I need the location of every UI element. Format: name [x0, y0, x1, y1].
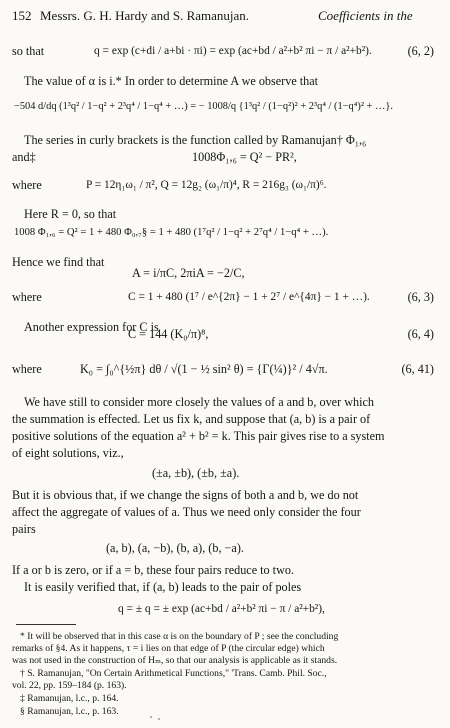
page-number: 152 — [12, 8, 32, 23]
footnote-1-cont: remarks of §4. As it happens, τ = i lies on that edge of P (the circular edge) which — [12, 643, 325, 654]
paragraph-line: We have still to consider more closely the values of a and b, over which — [24, 395, 374, 409]
paragraph-line: positive solutions of the equation a² + b² = k. This pair gives rise to a system — [12, 429, 385, 443]
paragraph-line: The value of α is i.* In order to determine A we observe that — [24, 74, 319, 88]
equation-6-41: K₀ = ∫₀^{½π} dθ / √(1 − ½ sin² θ) = {Γ(¼)}² / 4√π. — [80, 362, 328, 376]
paragraph-line: pairs — [12, 522, 36, 536]
footnote-2-cont: vol. 22, pp. 159–184 (p. 163). — [12, 680, 127, 691]
text-where: where — [12, 290, 42, 304]
paragraph-line: If a or b is zero, or if a = b, these four pairs reduce to two. — [12, 563, 295, 577]
equation-number-6-41: (6, 41) — [401, 362, 434, 376]
text-where: where — [12, 362, 42, 376]
footnote-3: ‡ Ramanujan, l.c., p. 164. — [20, 693, 119, 704]
footnote-4: § Ramanujan, l.c., p. 163. — [20, 706, 119, 717]
equation-number-6-3: (6, 3) — [407, 290, 434, 304]
equation-eight-solutions: (±a, ±b), (±b, ±a). — [152, 466, 240, 480]
text-and: and‡ — [12, 150, 36, 164]
equation-poles: q = ± q = ± exp (ac+bd / a²+b² πi − π / a²+b²), — [118, 603, 325, 615]
paragraph-line: The series in curly brackets is the function called by Ramanujan† Φ₁,₆ — [24, 133, 367, 147]
scan-speck — [150, 716, 152, 718]
equation-6-2: q = exp (c+di / a+bi · πi) = exp (ac+bd / a²+b² πi − π / a²+b²). — [94, 45, 372, 57]
equation-derivative: −504 d/dq (1³q² / 1−q² + 2³q⁴ / 1−q⁴ + …) = − 1008/q {1³q² / (1−q²)² + 2³q⁴ / (1−q⁴)² + …}. — [14, 101, 393, 112]
equation-a: A = i/πC, 2πiA = −2/C, — [132, 266, 245, 280]
equation-q-squared: 1008 Φ₁,₆ = Q² = 1 + 480 Φ₀,₇§ = 1 + 480 (1⁷q² / 1−q² + 2⁷q⁴ / 1−q⁴ + …). — [14, 227, 329, 238]
text-where: where — [12, 178, 42, 192]
running-authors: Messrs. G. H. Hardy and S. Ramanujan. — [40, 8, 250, 23]
footnote-1: * It will be observed that in this case α is on the boundary of P ; see the concluding — [20, 631, 339, 642]
paragraph-line: Here R = 0, so that — [24, 207, 117, 221]
running-title: Coefficients in the — [318, 8, 413, 23]
footnote-rule — [16, 624, 76, 625]
paragraph-line: Another expression for C is — [24, 320, 159, 334]
footnote-2: † S. Ramanujan, "On Certain Arithmetical Functions," 'Trans. Camb. Phil. Soc., — [20, 668, 327, 679]
equation-6-4: C = 144 (K₀/π)⁸, — [128, 327, 209, 341]
paragraph-line: the summation is effected. Let us fix k, and suppose that (a, b) is a pair of — [12, 412, 371, 426]
equation-number-6-4: (6, 4) — [407, 327, 434, 341]
paragraph-line: of eight solutions, viz., — [12, 446, 124, 460]
equation-pqr: P = 12η₁ω₁ / π², Q = 12g₂ (ω₁/π)⁴, R = 216g₃ (ω₁/π)⁶. — [86, 179, 327, 191]
paragraph-line: affect the aggregate of values of a. Thus we need only consider the four — [12, 505, 361, 519]
text-so-that: so that — [12, 44, 45, 58]
equation-phi: 1008Φ₁,₆ = Q² − PR², — [192, 150, 297, 164]
footnote-1-cont: was not used in the construction of Hₘ, so that our analysis is applicable as it stands. — [12, 655, 338, 666]
equation-four-pairs: (a, b), (a, −b), (b, a), (b, −a). — [106, 541, 244, 555]
scan-speck — [158, 718, 160, 720]
paragraph-line: It is easily verified that, if (a, b) leads to the pair of poles — [24, 580, 302, 594]
paragraph-line: But it is obvious that, if we change the signs of both a and b, we do not — [12, 488, 359, 502]
paragraph-line: Hence we find that — [12, 255, 105, 269]
equation-6-3: C = 1 + 480 (1⁷ / e^{2π} − 1 + 2⁷ / e^{4π} − 1 + …). — [128, 291, 370, 303]
equation-number-6-2: (6, 2) — [407, 44, 434, 58]
